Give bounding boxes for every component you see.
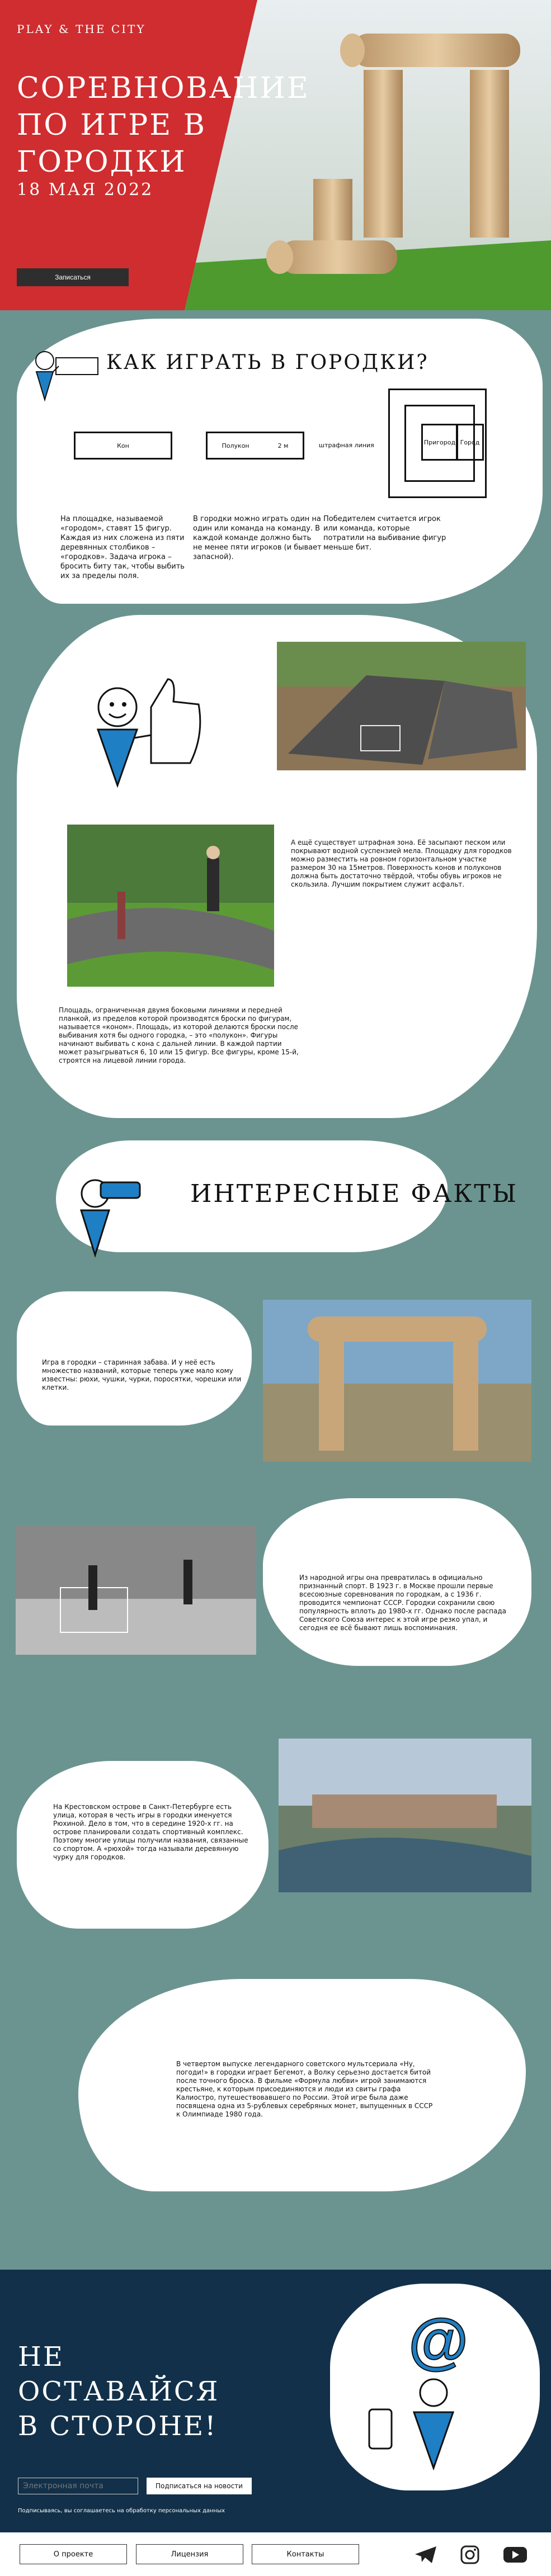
event-date: 18 МАЯ 2022 [17, 180, 154, 200]
subscribe-button[interactable]: Подписаться на новости [147, 2478, 252, 2494]
polukon-zone [206, 432, 304, 460]
fact-2-text: Из народной игры она превратилась в официально признанный спорт. В 1923 г. в Москве прошли первые всесоюзные соревнования по городкам, а с 1936 г. проводится чемпионат СССР. Городки сохранили свою популярность вплоть до 1980-х гг. Однако после распада Советского Союза интерес к этой игре резко упал, и сегодня ее всё бывают лишь воспоминания. [299, 1574, 507, 1632]
instagram-icon[interactable] [460, 2545, 480, 2565]
subscribe-title: НЕ ОСТАВАЙСЯ В СТОРОНЕ! [18, 2341, 220, 2442]
subscribe-section [0, 2270, 551, 2532]
field-photo-top [277, 642, 526, 770]
penalty-line-label: штрафная линия [319, 442, 374, 449]
fact-3-photo [279, 1739, 531, 1892]
polukon-label: Полукон [222, 442, 249, 449]
svg-text:@: @ [408, 2309, 469, 2375]
telegram-icon[interactable] [414, 2545, 437, 2564]
hero-title: СОРЕВНОВАНИЕ ПО ИГРЕ В ГОРОДКИ [17, 72, 310, 179]
mascot-pointer-icon [22, 344, 101, 405]
mascot-thumbs-up-icon [78, 668, 207, 797]
fact-1-photo [263, 1300, 531, 1462]
rules-col-2: В городки можно играть один на один или команда на команду. В каждой команде должно быть не менее пяти игроков (и бывает запасной). [193, 515, 322, 561]
consent-text: Подписываясь, вы соглашаетесь на обработку персональных данных [18, 2508, 225, 2514]
facts-title: ИНТЕРЕСНЫЕ ФАКТЫ [190, 1180, 518, 1208]
email-input[interactable] [18, 2478, 138, 2494]
rules-col-1: На площадке, называемой «городом», ставят 15 фигур. Каждая из них сложена из пяти деревянных столбиков – «городков». Задача игрока – бросить биту так, чтобы выбить их за пределы поля. [60, 515, 185, 580]
kon-zone: Кон [74, 432, 172, 460]
fact-3-text: На Крестовском острове в Санкт-Петербурге есть улица, которая в честь игры в городки именуется Рюхиной. Дело в том, что в середине 1920-х гг. на острове планировали создать спортивный комплекс. Поэтому многие улицы получили названия, связанные со спортом. А «рюхой» тогда называли деревянную чурку для городков. [53, 1803, 248, 1861]
fact-1-text: Игра в городки – старинная забава. И у неё есть множество названий, которые теперь уже мало кому известны: рюхи, чушки, чурки, поросятки, чорешки или клетки. [42, 1358, 242, 1391]
field-text: Площадь, ограниченная двумя боковыми линиями и передней планкой, из пределов которой производятся броски по фигурам, называется «коном». Площадь, из которой делаются броски после выбивания хотя бы одного городка, – это «полукон». Фигуры начинают выбивать с кона с дальней линии. В каждой партии может разыгрываться 6, 10 или 15 фигур. Все фигуры, кроме 15-й, строятся на лицевой линии города. [59, 1006, 299, 1064]
fact-4-text: В четвертом выпуске легендарного советского мультсериала «Ну, погоди!» в городки играет Бегемот, а Волку серьезно достается битой после точного броска. В фильме «Формула любви» игрой занимаются крестьяне, к которым присоединяются и люди из свиты графа Калиостро, путешествовавшего по России. Этой игре была даже посвящена одна из 5-рублевых серебряных монет, выпущенных в СССР к Олимпиаде 1980 года. [176, 2060, 433, 2118]
hero-section [0, 0, 551, 310]
rules-title: КАК ИГРАТЬ В ГОРОДКИ? [106, 351, 429, 374]
distance-label: 2 м [277, 442, 289, 449]
mascot-binoculars-icon [62, 1166, 162, 1266]
rules-col-3: Победителем считается игрок или команда, которые потратили на выбивание фигур меньше бит. [323, 515, 446, 552]
mascot-email-icon [352, 2309, 503, 2476]
gorod-zone: Город [456, 424, 484, 461]
zone-text: А ещё существует штрафная зона. Её засыпают песком или покрывают водной суспензией мела. Площадку для городков можно разместить на ровном горизонтальном участке размером 30 на 15метров. Поверхность конов и полуконов должна быть достаточно твёрдой, чтобы обувь игроков не скользила. Лучшим покрытием служит асфальт. [291, 839, 512, 888]
footer-link-contacts[interactable]: Контакты [252, 2544, 359, 2564]
signup-button[interactable]: Записаться [17, 268, 129, 286]
prigorod-zone: Пригород [421, 424, 458, 461]
brand-logo-text: PLAY & THE CITY [17, 22, 146, 36]
city-zone [388, 389, 487, 498]
fact-2-photo [16, 1526, 256, 1655]
players-photo [67, 825, 274, 987]
footer-link-license[interactable]: Лицензия [136, 2544, 243, 2564]
youtube-icon[interactable] [502, 2545, 528, 2564]
footer-link-about[interactable]: О проекте [20, 2544, 127, 2564]
